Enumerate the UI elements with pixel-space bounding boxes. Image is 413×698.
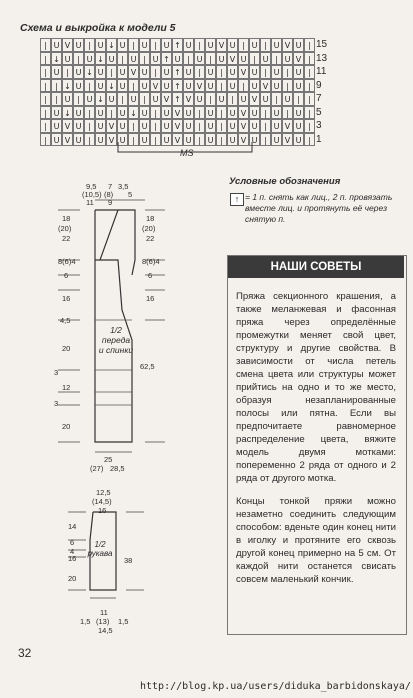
chart-cell: V <box>249 92 260 106</box>
chart-cell: U <box>227 106 238 120</box>
chart-cell: U <box>73 106 84 120</box>
legend-text: = 1 п. снять как лиц., 2 п. провязать вместе лиц. и протянуть её через снятую п. <box>245 192 393 224</box>
chart-cell: U <box>271 119 282 133</box>
source-url: http://blog.kp.ua/users/diduka_barbidonskaya/ <box>140 681 411 692</box>
sleeve-top-dim-3: 16 <box>98 506 107 515</box>
chart-cell: | <box>205 52 216 66</box>
chart-cell: | <box>271 92 282 106</box>
chart-cell: | <box>260 133 271 147</box>
chart-cell: U <box>51 119 62 133</box>
chart-cell: | <box>238 79 249 93</box>
chart-cell: | <box>304 79 315 93</box>
body-left-dim-5: 6 <box>64 271 69 280</box>
chart-cell: | <box>304 92 315 106</box>
body-left-dim-7: 4,5 <box>60 316 71 325</box>
chart-cell: U <box>106 52 117 66</box>
chart-cell: U <box>73 119 84 133</box>
chart-cell: U <box>161 38 172 52</box>
sleeve-bottom-dim-2: 11 <box>100 608 108 617</box>
chart-cell: | <box>282 106 293 120</box>
chart-cell: U <box>194 52 205 66</box>
chart-cell: U <box>183 65 194 79</box>
chart-cell: ↓ <box>51 52 62 66</box>
chart-cell: | <box>40 65 51 79</box>
chart-cell: U <box>117 119 128 133</box>
chart-cell: | <box>150 65 161 79</box>
chart-cell: U <box>139 119 150 133</box>
body-right-dim-3: 22 <box>146 234 155 243</box>
chart-cell: | <box>216 119 227 133</box>
chart-cell: U <box>227 65 238 79</box>
body-right-dim-1: 18 <box>146 214 155 223</box>
body-left-dim-3: 22 <box>62 234 71 243</box>
chart-cell: U <box>216 92 227 106</box>
chart-cell: U <box>128 92 139 106</box>
chart-cell: U <box>183 106 194 120</box>
chart-cell: V <box>282 119 293 133</box>
tips-paragraph-2: Концы тонкой пряжи можно незаметно соединить следующим способом: вденьте один конец нити в иголку и протяните его сквозь другой конец примерно на 5 см. От каждой нити останется свисать совсем маленький кончик. <box>236 496 396 585</box>
chart-cell: | <box>293 92 304 106</box>
chart-cell: | <box>73 52 84 66</box>
chart-cell: U <box>51 133 62 147</box>
chart-cell: U <box>293 65 304 79</box>
chart-cell: V <box>172 119 183 133</box>
chart-cell: ↑ <box>172 38 183 52</box>
chart-cell: V <box>62 38 73 52</box>
chart-cell: U <box>51 38 62 52</box>
sleeve-left-dim-1: 14 <box>68 522 77 531</box>
chart-cell: U <box>183 38 194 52</box>
chart-cell: U <box>161 79 172 93</box>
chart-cell: | <box>304 119 315 133</box>
chart-cell: | <box>238 38 249 52</box>
chart-cell: | <box>194 65 205 79</box>
chart-cell: U <box>238 92 249 106</box>
row-number: 7 <box>316 93 322 104</box>
chart-cell: V <box>282 38 293 52</box>
chart-cell: U <box>161 65 172 79</box>
body-left-dim-11: 3 <box>54 399 59 408</box>
chart-cell: | <box>194 119 205 133</box>
chart-cell: U <box>183 133 194 147</box>
chart-cell: | <box>40 106 51 120</box>
chart-cell: U <box>95 119 106 133</box>
chart-cell: U <box>84 92 95 106</box>
sleeve-left-dim-2: 6 <box>70 538 75 547</box>
chart-cell: V <box>238 65 249 79</box>
chart-cell: | <box>84 38 95 52</box>
chart-cell: U <box>271 133 282 147</box>
chart-cell: U <box>271 38 282 52</box>
chart-cell: U <box>205 79 216 93</box>
chart-cell: U <box>95 79 106 93</box>
chart-cell: U <box>282 92 293 106</box>
chart-cell: V <box>161 92 172 106</box>
body-right-dim-7: 62,5 <box>140 362 155 371</box>
sleeve-bottom-dim-5: 1,5 <box>118 617 129 626</box>
chart-cell: | <box>106 106 117 120</box>
row-number: 5 <box>316 106 322 118</box>
chart-cell: U <box>73 38 84 52</box>
chart-cell: | <box>205 92 216 106</box>
chart-cell: | <box>117 92 128 106</box>
chart-cell: U <box>139 133 150 147</box>
chart-cell: V <box>227 52 238 66</box>
chart-cell: ↓ <box>106 79 117 93</box>
chart-cell: ↓ <box>62 79 73 93</box>
chart-cell: U <box>249 79 260 93</box>
chart-cell: U <box>227 79 238 93</box>
chart-cell: V <box>260 79 271 93</box>
chart-cell: | <box>84 119 95 133</box>
chart-cell: | <box>84 79 95 93</box>
tips-header: НАШИ СОВЕТЫ <box>228 256 404 278</box>
chart-cell: V <box>238 133 249 147</box>
chart-cell: U <box>227 133 238 147</box>
chart-cell: U <box>194 92 205 106</box>
chart-cell: | <box>40 133 51 147</box>
chart-cell: U <box>183 79 194 93</box>
chart-cell: | <box>216 106 227 120</box>
chart-cell: U <box>271 79 282 93</box>
chart-cell: | <box>282 79 293 93</box>
chart-cell: | <box>304 133 315 147</box>
chart-cell: | <box>84 133 95 147</box>
chart-cell: | <box>260 65 271 79</box>
chart-cell: ↓ <box>128 106 139 120</box>
chart-cell: | <box>150 119 161 133</box>
chart-cell: U <box>293 38 304 52</box>
body-top-dim-7: 3,5 <box>118 182 129 191</box>
chart-cell: | <box>216 133 227 147</box>
body-left-dim-9: 3 <box>54 368 59 377</box>
chart-cell: U <box>95 133 106 147</box>
chart-cell: | <box>73 92 84 106</box>
sleeve-pattern-drawing <box>60 490 170 630</box>
body-right-dim-5: 6 <box>148 271 153 280</box>
chart-cell: U <box>260 52 271 66</box>
chart-cell: | <box>40 92 51 106</box>
body-bottom-dim-2: (27) <box>90 464 104 473</box>
body-bottom-dim-1: 25 <box>104 455 113 464</box>
body-right-dim-2: (20) <box>142 224 156 233</box>
chart-cell: | <box>282 65 293 79</box>
body-top-dim-3: 11 <box>86 198 94 207</box>
chart-cell: V <box>238 106 249 120</box>
chart-cell: ↑ <box>172 65 183 79</box>
chart-cell: | <box>150 106 161 120</box>
chart-cell: ↓ <box>95 92 106 106</box>
row-number: 3 <box>316 120 322 131</box>
chart-cell: U <box>95 65 106 79</box>
chart-cell: U <box>62 52 73 66</box>
chart-cell: V <box>150 79 161 93</box>
chart-cell: U <box>205 65 216 79</box>
body-top-dim-5: (8) <box>104 190 114 199</box>
chart-cell: U <box>128 52 139 66</box>
chart-cell: U <box>293 119 304 133</box>
body-right-dim-6: 16 <box>146 294 155 303</box>
knitting-chart <box>40 38 310 148</box>
chart-cell: | <box>194 133 205 147</box>
sleeve-bottom-dim-1: 1,5 <box>80 617 91 626</box>
chart-cell: | <box>260 38 271 52</box>
chart-cell: | <box>271 52 282 66</box>
chart-cell: | <box>40 52 51 66</box>
row-number: 11 <box>316 66 327 77</box>
chart-cell: U <box>117 106 128 120</box>
chart-cell: U <box>249 133 260 147</box>
sleeve-left-dim-3: 4 <box>70 547 75 556</box>
chart-cell: | <box>194 38 205 52</box>
chart-cell: U <box>249 106 260 120</box>
chart-cell: | <box>216 65 227 79</box>
chart-cell: U <box>117 65 128 79</box>
chart-cell: U <box>172 52 183 66</box>
chart-cell: | <box>84 106 95 120</box>
body-left-dim-12: 20 <box>62 422 71 431</box>
body-top-dim-8: 5 <box>128 190 133 199</box>
sleeve-left-dim-4: 16 <box>68 554 77 563</box>
chart-cell: U <box>150 52 161 66</box>
sleeve-label: 1/2 рукава <box>87 540 113 558</box>
chart-cell: U <box>205 38 216 52</box>
body-left-dim-2: (20) <box>58 224 72 233</box>
chart-cell: | <box>62 65 73 79</box>
chart-cell: | <box>183 52 194 66</box>
body-top-dim-6: 9 <box>108 198 113 207</box>
body-top-dim-2: (10,5) <box>82 190 102 199</box>
chart-cell: U <box>249 65 260 79</box>
chart-cell: | <box>260 119 271 133</box>
body-top-dim-1: 9,5 <box>86 182 97 191</box>
chart-cell: | <box>150 133 161 147</box>
chart-cell: U <box>73 79 84 93</box>
sleeve-bottom-dim-4: 14,5 <box>98 626 113 635</box>
chart-cell: V <box>282 133 293 147</box>
chart-cell: | <box>139 92 150 106</box>
chart-cell: ↓ <box>106 38 117 52</box>
chart-cell: U <box>95 38 106 52</box>
chart-cell: U <box>117 133 128 147</box>
body-left-dim-1: 18 <box>62 214 71 223</box>
chart-cell: U <box>249 119 260 133</box>
chart-cell: | <box>128 79 139 93</box>
sleeve-top-dim-2: (14,5) <box>92 497 112 506</box>
chart-cell: U <box>282 52 293 66</box>
row-number: 9 <box>316 79 322 91</box>
chart-cell: U <box>161 106 172 120</box>
chart-cell: V <box>62 133 73 147</box>
body-left-dim-10: 12 <box>62 383 71 392</box>
arrow-up-bold-icon: ↑ <box>230 193 244 206</box>
chart-cell: | <box>304 52 315 66</box>
chart-cell: U <box>205 133 216 147</box>
chart-cell: V <box>216 38 227 52</box>
chart-cell: | <box>249 52 260 66</box>
chart-cell: U <box>139 79 150 93</box>
body-label: 1/2 переда и спинки <box>98 325 134 355</box>
chart-cell: | <box>128 38 139 52</box>
chart-cell: V <box>106 133 117 147</box>
chart-cell: U <box>260 92 271 106</box>
chart-cell: | <box>304 38 315 52</box>
legend-title: Условные обозначения <box>229 176 341 187</box>
chart-cell: U <box>216 52 227 66</box>
chart-cell: | <box>150 38 161 52</box>
chart-cell: U <box>117 38 128 52</box>
chart-cell: V <box>183 92 194 106</box>
row-number: 15 <box>316 39 328 50</box>
chart-cell: U <box>293 79 304 93</box>
chart-cell: U <box>139 38 150 52</box>
chart-cell: ↑ <box>172 92 183 106</box>
chart-cell: U <box>227 38 238 52</box>
row-number: 13 <box>316 52 328 64</box>
chart-cell: | <box>194 106 205 120</box>
chart-cell: | <box>128 119 139 133</box>
chart-cell: U <box>249 38 260 52</box>
chart-cell: U <box>238 52 249 66</box>
chart-cell: U <box>84 52 95 66</box>
chart-cell: U <box>106 92 117 106</box>
chart-cell: U <box>150 92 161 106</box>
chart-cell: U <box>293 133 304 147</box>
chart-cell: | <box>40 119 51 133</box>
body-left-dim-8: 20 <box>62 344 71 353</box>
chart-cell: | <box>51 79 62 93</box>
chart-cell: U <box>51 65 62 79</box>
chart-cell: U <box>271 106 282 120</box>
chart-cell: ↓ <box>95 52 106 66</box>
body-top-dim-4: 7 <box>108 182 113 191</box>
chart-cell: U <box>271 65 282 79</box>
chart-cell: ↑ <box>161 52 172 66</box>
sleeve-top-dim-1: 12,5 <box>96 488 111 497</box>
chart-cell: | <box>40 38 51 52</box>
chart-cell: U <box>73 65 84 79</box>
chart-cell: U <box>117 79 128 93</box>
chart-cell: U <box>183 119 194 133</box>
body-left-dim-4: 8(6)4 <box>58 257 76 266</box>
sleeve-right-dim: 38 <box>124 556 133 565</box>
chart-cell: U <box>227 119 238 133</box>
chart-cell: ↓ <box>62 106 73 120</box>
sleeve-left-dim-5: 20 <box>68 574 77 583</box>
chart-cell: V <box>172 106 183 120</box>
chart-cell: V <box>172 133 183 147</box>
chart-cell: U <box>161 133 172 147</box>
chart-cell: U <box>73 133 84 147</box>
chart-cell: | <box>304 106 315 120</box>
row-number: 1 <box>316 133 322 145</box>
body-bottom-dim-3: 28,5 <box>110 464 125 473</box>
chart-cell: V <box>194 79 205 93</box>
chart-cell: | <box>128 133 139 147</box>
chart-title: Схема и выкройка к модели 5 <box>20 22 176 34</box>
body-left-dim-6: 16 <box>62 294 71 303</box>
chart-cell: | <box>260 106 271 120</box>
chart-cell: U <box>51 106 62 120</box>
tips-body <box>236 290 396 596</box>
chart-cell: U <box>139 106 150 120</box>
chart-cell: ↑ <box>172 79 183 93</box>
chart-cell: U <box>205 106 216 120</box>
chart-cell: | <box>117 52 128 66</box>
chart-cell: | <box>304 65 315 79</box>
chart-cell: | <box>216 79 227 93</box>
chart-cell: U <box>205 119 216 133</box>
sleeve-bottom-dim-3: (13) <box>96 617 110 626</box>
repeat-label: MS <box>180 148 194 158</box>
page-number: 32 <box>18 646 32 660</box>
chart-cell: V <box>62 119 73 133</box>
chart-cell: | <box>106 65 117 79</box>
tips-paragraph-1: Пряжа секционного крашения, а также меланжевая и фасонная пряжа через определённые промежутки меняет свой цвет, структуру и другие свойства. В зависимости от числа петель смена цвета или структуры может прийтись на одно и то же место, образуя незапланированные полосы или пятна. Если вы предпочитаете равномерное распределение цвета, вяжите модель двумя мотками: попеременно 2 ряда от одного и 2 ряда от другого мотка. <box>236 291 396 484</box>
chart-cell: V <box>106 119 117 133</box>
chart-cell: | <box>227 92 238 106</box>
chart-cell: V <box>238 119 249 133</box>
chart-cell: V <box>128 65 139 79</box>
body-right-dim-4: 8(6)4 <box>142 257 160 266</box>
chart-cell: U <box>139 65 150 79</box>
chart-cell: U <box>62 92 73 106</box>
chart-cell: U <box>293 106 304 120</box>
chart-cell: | <box>139 52 150 66</box>
chart-cell: | <box>51 92 62 106</box>
chart-cell: U <box>95 106 106 120</box>
chart-cell: V <box>293 52 304 66</box>
chart-cell: | <box>40 79 51 93</box>
chart-cell: ↓ <box>84 65 95 79</box>
chart-cell: U <box>161 119 172 133</box>
